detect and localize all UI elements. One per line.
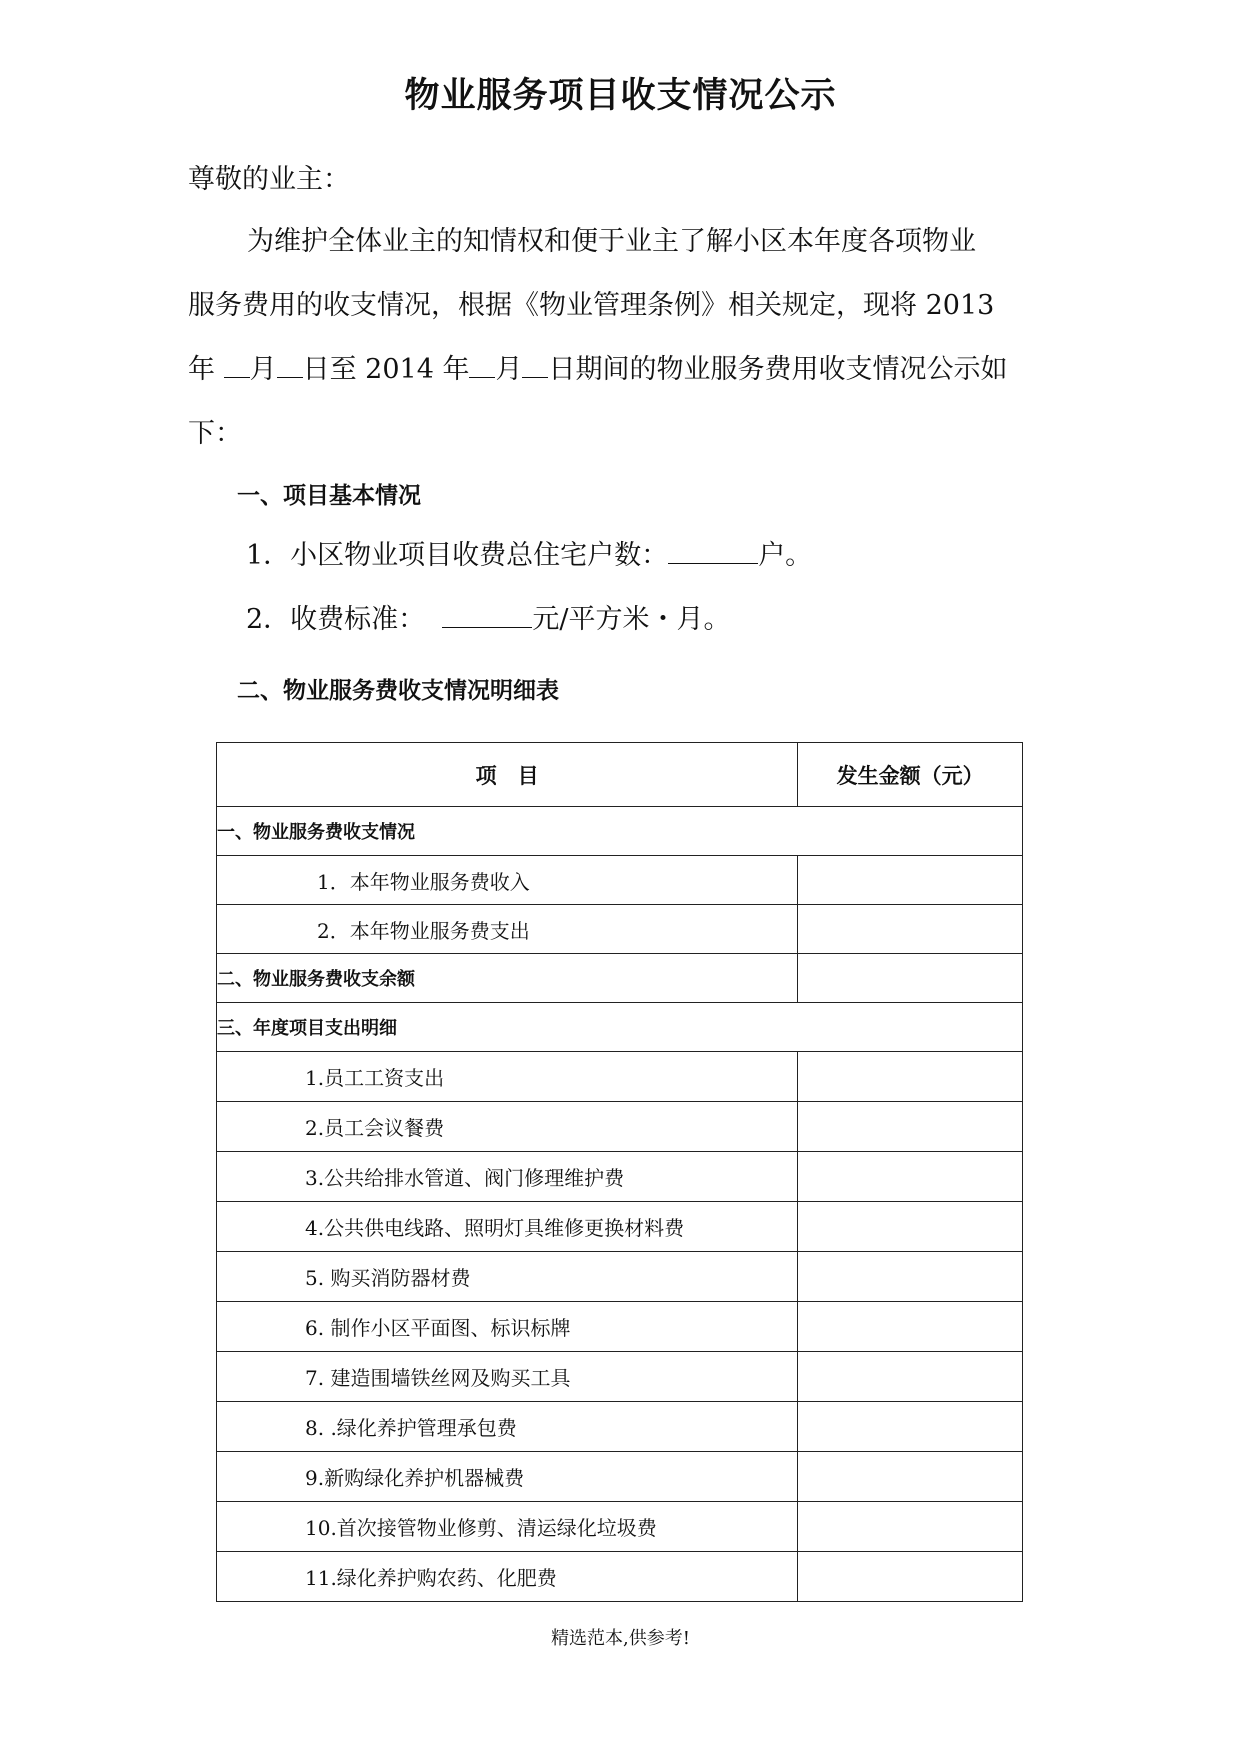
section-label-expense-detail: 三、年度项目支出明细 <box>217 1003 1023 1052</box>
row-label: 11.绿化养护购农药、化肥费 <box>217 1552 798 1602</box>
greeting: 尊敬的业主： <box>188 164 350 195</box>
table-section-row <box>217 807 1023 856</box>
table-row <box>217 1402 1023 1452</box>
fee-standard-blank <box>442 601 532 628</box>
amount-cell <box>798 1052 1023 1102</box>
intro-line-3-year: 年 <box>188 354 224 385</box>
table-row <box>217 1202 1023 1252</box>
intro-line-1: 为维护全体业主的知情权和便于业主了解小区本年度各项物业 <box>247 226 976 257</box>
section-2-heading: 二、物业服务费收支情况明细表 <box>237 678 559 704</box>
table-row <box>217 1052 1023 1102</box>
row-label: 1.员工工资支出 <box>217 1052 798 1102</box>
table-row <box>217 1502 1023 1552</box>
amount-cell <box>798 1552 1023 1602</box>
intro-line-3-to: 日至 2014 年 <box>302 354 470 385</box>
table-row <box>217 1252 1023 1302</box>
intro-line-4: 下： <box>188 418 242 449</box>
amount-cell <box>798 1202 1023 1252</box>
fee-standard-unit: 元/平方米・月。 <box>532 604 731 635</box>
table-row <box>217 1102 1023 1152</box>
table-row <box>217 1552 1023 1602</box>
header-amount: 发生金额（元） <box>798 743 1023 807</box>
table-row <box>217 1352 1023 1402</box>
row-label: 2．本年物业服务费支出 <box>217 905 798 954</box>
amount-cell <box>798 1352 1023 1402</box>
day-blank-start <box>277 351 303 378</box>
amount-cell <box>798 856 1023 905</box>
fee-standard-label: 2．收费标准： <box>246 604 426 635</box>
intro-line-3 <box>188 347 1007 386</box>
amount-cell <box>798 954 1023 1003</box>
section-label-balance: 二、物业服务费收支余额 <box>217 954 798 1003</box>
amount-cell <box>798 905 1023 954</box>
table-header-row <box>217 743 1023 807</box>
household-count-label: 1．小区物业项目收费总住宅户数： <box>246 540 669 571</box>
row-label: 1．本年物业服务费收入 <box>217 856 798 905</box>
intro-line-3-month: 月 <box>249 354 277 385</box>
amount-cell <box>798 1152 1023 1202</box>
row-label: 8. .绿化养护管理承包费 <box>217 1402 798 1452</box>
amount-cell <box>798 1102 1023 1152</box>
section-label-income-expense: 一、物业服务费收支情况 <box>217 807 1023 856</box>
row-label: 7. 建造围墙铁丝网及购买工具 <box>217 1352 798 1402</box>
footer-note: 精选范本,供参考! <box>551 1628 690 1649</box>
month-blank-start <box>224 351 250 378</box>
intro-line-3-rest: 日期间的物业服务费用收支情况公示如 <box>548 354 1008 385</box>
row-label: 3.公共给排水管道、阀门修理维护费 <box>217 1152 798 1202</box>
table-section-row <box>217 1003 1023 1052</box>
month-blank-end <box>469 351 495 378</box>
fee-standard-item <box>246 597 730 636</box>
day-blank-end <box>522 351 548 378</box>
table-row <box>217 856 1023 905</box>
header-item: 项 目 <box>217 743 798 807</box>
row-label: 10.首次接管物业修剪、清运绿化垃圾费 <box>217 1502 798 1552</box>
document-title: 物业服务项目收支情况公示 <box>404 76 837 116</box>
section-1-heading: 一、项目基本情况 <box>237 483 421 509</box>
amount-cell <box>798 1402 1023 1452</box>
intro-line-3-month-2: 月 <box>495 354 523 385</box>
row-label: 5. 购买消防器材费 <box>217 1252 798 1302</box>
household-count-unit: 户。 <box>758 540 813 571</box>
row-label: 4.公共供电线路、照明灯具维修更换材料费 <box>217 1202 798 1252</box>
household-count-item <box>246 533 812 572</box>
row-label: 2.员工会议餐费 <box>217 1102 798 1152</box>
table-row <box>217 1152 1023 1202</box>
amount-cell <box>798 1452 1023 1502</box>
household-count-blank <box>668 537 758 564</box>
amount-cell <box>798 1502 1023 1552</box>
table-section-row <box>217 954 1023 1003</box>
table-row <box>217 1302 1023 1352</box>
row-label: 9.新购绿化养护机器械费 <box>217 1452 798 1502</box>
income-expense-table <box>216 742 1023 1602</box>
intro-line-2: 服务费用的收支情况，根据《物业管理条例》相关规定，现将 2013 <box>188 290 995 321</box>
table-row <box>217 905 1023 954</box>
amount-cell <box>798 1302 1023 1352</box>
amount-cell <box>798 1252 1023 1302</box>
table-row <box>217 1452 1023 1502</box>
row-label: 6. 制作小区平面图、标识标牌 <box>217 1302 798 1352</box>
